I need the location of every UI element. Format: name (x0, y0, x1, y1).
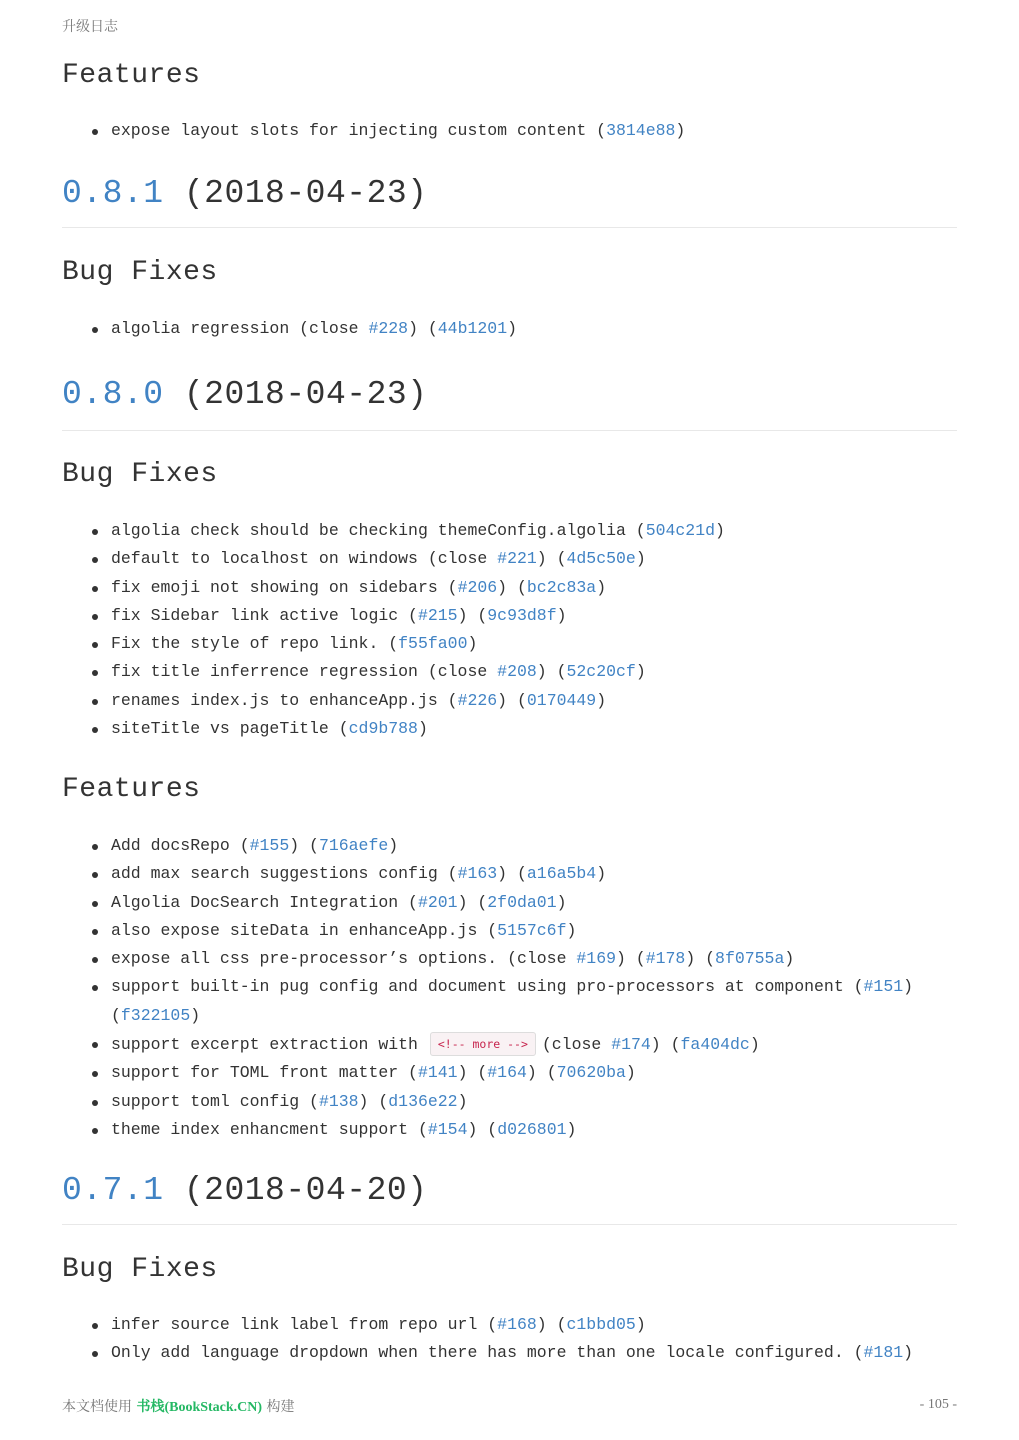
list-item: renames index.js to enhanceApp.js (#226) (0170449) (62, 687, 957, 715)
bug-fixes-heading: Bug Fixes (62, 257, 218, 288)
commit-link[interactable]: d026801 (497, 1119, 567, 1139)
bug-fixes-heading: Bug Fixes (62, 1254, 218, 1285)
commit-link[interactable]: 4d5c50e (566, 549, 636, 569)
commit-link[interactable]: 70620ba (556, 1063, 626, 1083)
features-list (62, 117, 957, 145)
list-item: fix Sidebar link active logic (#215) (9c93d8f) (62, 602, 957, 630)
issue-link[interactable]: #208 (497, 662, 537, 682)
issue-link[interactable]: #168 (497, 1315, 537, 1334)
issue-link[interactable]: #181 (863, 1343, 904, 1363)
list-item: expose layout slots for injecting custom content (3814e88) (62, 117, 957, 145)
version-heading-0-8-0: 0.8.0 (2018-04-23) (62, 376, 957, 431)
list-item: support for TOML front matter (#141) (#164) (70620ba) (62, 1059, 957, 1087)
bookstack-link[interactable]: 书栈(BookStack.CN) (136, 1400, 263, 1415)
commit-link[interactable]: bc2c83a (526, 577, 597, 597)
issue-link[interactable]: #154 (427, 1119, 468, 1139)
list-item: Only add language dropdown when there has more than one locale configured. (#181) (62, 1339, 957, 1367)
version-heading-0-7-1: 0.7.1 (2018-04-20) (62, 1172, 957, 1225)
commit-link[interactable]: fa404dc (680, 1035, 750, 1055)
page-header-title: 升级日志 (62, 19, 118, 35)
footer-credit: 本文档使用 书栈(BookStack.CN) 构建 (62, 1399, 295, 1415)
list-item: fix title inferrence regression (close #208) (52c20cf) (62, 658, 957, 686)
issue-link[interactable]: #228 (368, 319, 409, 338)
issue-link[interactable]: #226 (457, 690, 498, 710)
features-heading: Features (62, 60, 201, 91)
bug-fixes-list (62, 315, 957, 343)
bug-fixes-list (62, 517, 957, 743)
issue-link[interactable]: #201 (417, 892, 458, 912)
list-item: support built-in pug config and document using pro-processors at component (#151) (f322105) (62, 973, 957, 1030)
issue-link[interactable]: #151 (863, 977, 904, 997)
page-number: - 105 - (919, 1397, 957, 1412)
list-item: algolia check should be checking themeConfig.algolia (504c21d) (62, 517, 957, 545)
commit-link[interactable]: 9c93d8f (487, 605, 557, 625)
issue-link[interactable]: #206 (457, 577, 498, 597)
version-heading-0-8-1: 0.8.1 (2018-04-23) (62, 175, 957, 228)
list-item: Add docsRepo (#155) (716aefe) (62, 832, 957, 860)
commit-link[interactable]: 52c20cf (566, 662, 636, 682)
issue-link[interactable]: #141 (417, 1063, 458, 1083)
list-item: infer source link label from repo url (#168) (c1bbd05) (62, 1311, 957, 1339)
list-item: algolia regression (close #228) (44b1201) (62, 315, 957, 343)
list-item: add max search suggestions config (#163) (a16a5b4) (62, 860, 957, 888)
commit-link[interactable]: c1bbd05 (566, 1315, 636, 1334)
commit-link[interactable]: f322105 (120, 1005, 191, 1025)
issue-link[interactable]: #221 (497, 549, 537, 569)
commit-link[interactable]: 504c21d (645, 521, 715, 540)
bug-fixes-list (62, 1311, 957, 1368)
commit-link[interactable]: 2f0da01 (487, 892, 557, 912)
list-item: Algolia DocSearch Integration (#201) (2f0da01) (62, 889, 957, 917)
features-list (62, 832, 957, 1144)
list-item: theme index enhancment support (#154) (d026801) (62, 1116, 957, 1144)
issue-link[interactable]: #138 (318, 1091, 359, 1111)
version-link[interactable]: 0.8.1 (62, 175, 164, 212)
list-item: expose all css pre-processor’s options. (close #169) (#178) (8f0755a) (62, 945, 957, 973)
issue-link[interactable]: #174 (611, 1035, 651, 1055)
features-heading: Features (62, 774, 201, 805)
version-link[interactable]: 0.8.0 (62, 376, 164, 413)
commit-link[interactable]: 3814e88 (606, 121, 676, 140)
issue-link[interactable]: #163 (457, 864, 498, 884)
list-item: Fix the style of repo link. (f55fa00) (62, 630, 957, 658)
commit-link[interactable]: 716aefe (318, 836, 389, 855)
list-item: support toml config (#138) (d136e22) (62, 1088, 957, 1116)
list-item: default to localhost on windows (close #221) (4d5c50e) (62, 545, 957, 573)
commit-link[interactable]: 8f0755a (715, 949, 785, 969)
list-item: also expose siteData in enhanceApp.js (5157c6f) (62, 917, 957, 945)
issue-link[interactable]: #215 (417, 605, 458, 625)
commit-link[interactable]: 5157c6f (497, 920, 567, 940)
inline-code: <!-- more --> (430, 1032, 536, 1056)
commit-link[interactable]: d136e22 (388, 1091, 458, 1111)
commit-link[interactable]: cd9b788 (348, 719, 418, 739)
version-link[interactable]: 0.7.1 (62, 1172, 164, 1209)
issue-link[interactable]: #178 (645, 949, 686, 969)
list-item: siteTitle vs pageTitle (cd9b788) (62, 715, 957, 743)
issue-link[interactable]: #155 (249, 836, 290, 855)
commit-link[interactable]: 0170449 (526, 690, 597, 710)
list-item: support excerpt extraction with <!-- more --> (close #174) (fa404dc) (62, 1030, 957, 1059)
list-item: fix emoji not showing on sidebars (#206) (bc2c83a) (62, 574, 957, 602)
issue-link[interactable]: #169 (576, 949, 616, 969)
issue-link[interactable]: #164 (487, 1063, 527, 1083)
bug-fixes-heading: Bug Fixes (62, 459, 218, 490)
commit-link[interactable]: f55fa00 (398, 634, 468, 654)
commit-link[interactable]: a16a5b4 (526, 864, 597, 884)
commit-link[interactable]: 44b1201 (437, 319, 508, 338)
